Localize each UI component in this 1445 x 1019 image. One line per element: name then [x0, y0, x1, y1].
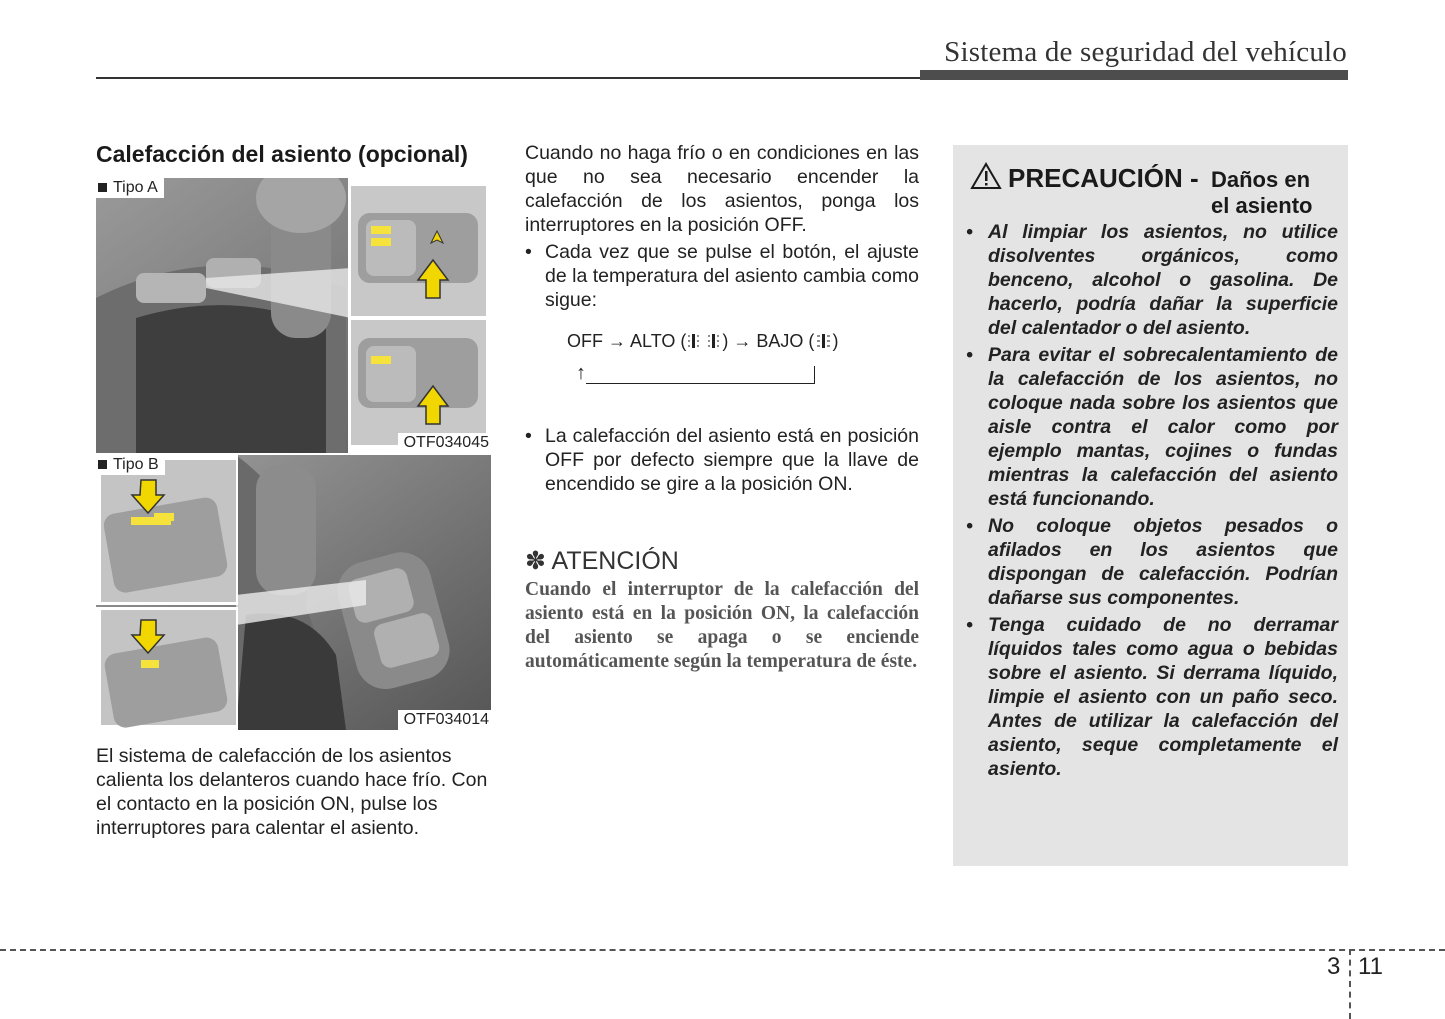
caution-item-text: No coloque objetos pesados o afilados en los asientos que dispongan de calefacción. Podrían dañarse sus componentes.: [988, 515, 1338, 609]
caution-item: [966, 220, 1338, 340]
warning-triangle-icon: [970, 162, 1002, 190]
header-rule: [96, 77, 922, 79]
bullet-mark: •: [525, 241, 532, 263]
bullet-text: La calefacción del asiento está en posición OFF por defecto siempre que la llave de encendido se gire a la posición ON.: [545, 425, 919, 495]
footer-divider: [0, 949, 1445, 951]
figure-type-b: [96, 455, 491, 730]
seq-arrow: →: [608, 331, 627, 351]
seq-off: OFF: [567, 331, 603, 351]
low-level-indicator-icon: [814, 332, 832, 350]
caution-item-text: Al limpiar los asientos, no utilice disolventes orgánicos, como benceno, alcohol o gasolina. De hacerlo, podría dañar la superficie del calentador o del asiento.: [988, 221, 1338, 339]
high-level-indicator-icon: [686, 332, 722, 350]
seat-heater-switch-illustration-b: [96, 455, 491, 730]
caution-item: [966, 514, 1338, 610]
bullet-text: Cada vez que se pulse el botón, el ajuste de la temperatura del asiento cambia como sigue:: [545, 241, 919, 311]
temperature-sequence: [567, 331, 838, 352]
caution-subtitle-line1: Daños en: [1211, 167, 1311, 192]
intro-paragraph: El sistema de calefacción de los asientos calienta los delanteros cuando hace frío. Con el contacto en la posición ON, pulse los interruptores para calentar el asiento.: [96, 745, 488, 839]
seq-close: ): [722, 331, 729, 351]
bullet-temperature-cycle: [525, 240, 919, 312]
square-bullet-icon: [98, 460, 107, 469]
figure-code-a: OTF034045: [398, 433, 491, 453]
seq-close: ): [832, 331, 839, 351]
page-header-title: Sistema de seguridad del vehículo: [944, 36, 1347, 68]
figure-label-text: Tipo B: [113, 456, 159, 473]
figure-type-a: [96, 178, 491, 453]
seq-alto: ALTO (: [630, 331, 687, 351]
figure-code-b: OTF034014: [398, 710, 491, 730]
figure-label-type-b: [96, 455, 165, 475]
header-bar: [920, 70, 1348, 80]
loop-line: [586, 383, 815, 384]
off-instruction-paragraph: Cuando no haga frío o en condiciones en las que no sea necesario encender la calefacción de los asientos, ponga los interruptores en la posición OFF.: [525, 142, 919, 236]
bullet-mark: •: [966, 344, 973, 366]
caution-subtitle-line2: el asiento: [1211, 193, 1313, 218]
loop-line-end: [814, 366, 815, 384]
seq-bajo: BAJO (: [756, 331, 815, 351]
figure-label-type-a: [96, 178, 164, 198]
loop-up-arrow-icon: ↑: [576, 362, 586, 384]
seat-heater-switch-illustration-a: [96, 178, 491, 453]
caution-item-text: Para evitar el sobrecalentamiento de la calefacción de los asientos, no coloque nada sobre los asientos que aisle contra el calor como por ejemplo mantas, cojines o fundas mientras la calefacción del asiento está funcionando.: [988, 344, 1338, 510]
caution-item: [966, 613, 1338, 781]
bullet-mark: •: [966, 221, 973, 243]
footer-page-separator: [1349, 949, 1351, 1019]
caution-item-text: Tenga cuidado de no derramar líquidos tales como agua o bebidas sobre el asiento. Si derrama líquido, limpie el asiento con un paño seco. Antes de utilizar la calefacción del asiento, seque completamente el asiento.: [988, 614, 1338, 780]
caution-title: PRECAUCIÓN -: [1008, 163, 1199, 193]
bullet-mark: •: [525, 425, 532, 447]
bullet-default-off: [525, 424, 919, 496]
caution-list: [966, 220, 1338, 784]
seq-arrow: →: [733, 331, 752, 351]
atencion-text: Cuando el interruptor de la calefacción del asiento está en la posición ON, la calefacción del asiento se apaga o se enciende automáticamente según la temperatura de éste.: [525, 579, 919, 672]
section-heading: Calefacción del asiento (opcional): [96, 141, 468, 167]
square-bullet-icon: [98, 183, 107, 192]
caution-item: [966, 343, 1338, 511]
page-number: 11: [1358, 953, 1383, 980]
chapter-number: 3: [1327, 953, 1341, 980]
bullet-mark: •: [966, 515, 973, 537]
figure-label-text: Tipo A: [113, 179, 158, 196]
bullet-mark: •: [966, 614, 973, 636]
atencion-heading: ✽ ATENCIÓN: [525, 547, 679, 575]
